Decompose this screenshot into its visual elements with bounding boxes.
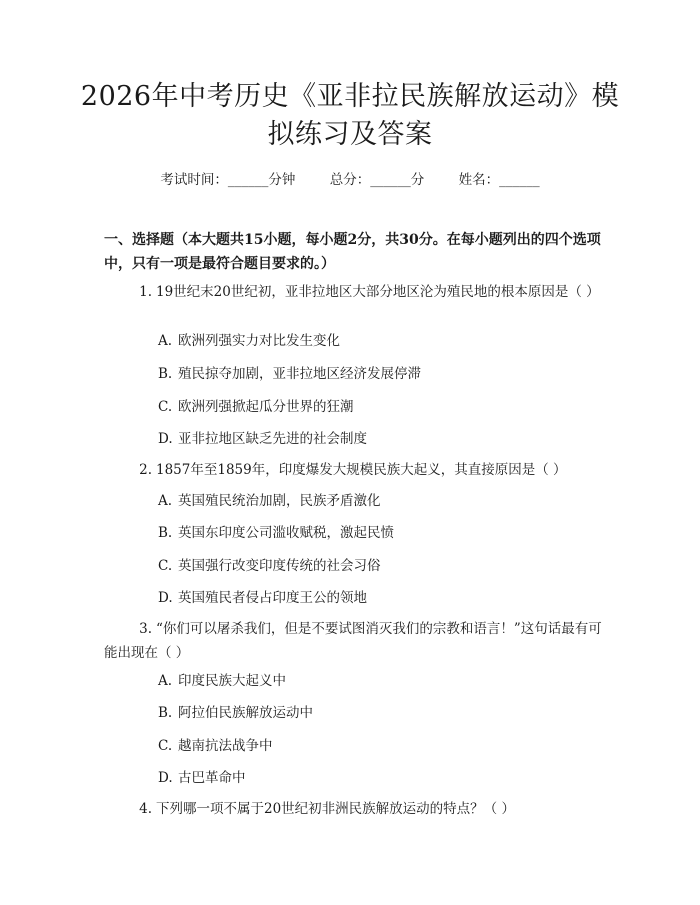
option-letter: A. [158,493,173,509]
question-number: 4. [139,801,152,817]
option-letter: C. [158,558,173,574]
option-text: 亚非拉地区缺乏先进的社会制度 [178,431,367,447]
option-letter: C. [158,738,173,754]
option-letter: D. [158,431,173,447]
title-line-2: 拟练习及答案 [267,119,433,150]
option-3-c [158,736,273,756]
total-score-label: 总分：______分 [329,172,425,188]
option-1-a [158,331,340,351]
option-letter: B. [158,366,173,382]
question-4 [104,797,604,821]
question-3 [104,617,604,665]
option-1-b [158,364,421,384]
question-text: 1857年至1859年，印度爆发大规模民族大起义，其直接原因是（ ） [156,462,567,478]
option-1-c [158,397,354,417]
exam-meta [0,168,700,188]
option-text: 欧洲列强实力对比发生变化 [178,333,340,349]
question-number: 2. [139,462,152,478]
option-letter: D. [158,590,173,606]
option-text: 英国东印度公司滥收赋税，激起民愤 [178,525,394,541]
option-3-b [158,703,313,723]
option-2-a [158,491,381,511]
section-heading: 一、选择题（本大题共15小题，每小题2分，共30分。在每小题列出的四个选项中，只有一项是最符合题目要求的。） [104,232,601,272]
student-name-label: 姓名：______ [458,172,540,188]
question-text: “你们可以屠杀我们，但是不要试图消灭我们的宗教和语言！”这句话最有可能出现在（ ） [104,621,602,661]
option-3-d [158,768,246,788]
option-text: 欧洲列强掀起瓜分世界的狂潮 [178,399,354,415]
option-letter: A. [158,673,173,689]
option-text: 古巴革命中 [178,770,246,786]
option-letter: D. [158,770,173,786]
question-text: 下列哪一项不属于20世纪初非洲民族解放运动的特点？（ ） [156,801,515,817]
option-letter: C. [158,399,173,415]
option-2-b [158,523,394,543]
question-1 [104,280,604,304]
question-2 [104,458,604,482]
question-text: 19世纪末20世纪初，亚非拉地区大部分地区沦为殖民地的根本原因是（ ） [156,284,600,300]
exam-time-label: 考试时间：______分钟 [160,172,296,188]
option-text: 英国殖民统治加剧，民族矛盾激化 [178,493,381,509]
option-letter: B. [158,705,173,721]
option-1-d [158,429,367,449]
option-text: 殖民掠夺加剧，亚非拉地区经济发展停滞 [178,366,421,382]
option-text: 阿拉伯民族解放运动中 [178,705,313,721]
option-2-d [158,588,367,608]
question-number: 3. [139,621,152,637]
option-3-a [158,671,286,691]
question-number: 1. [139,284,152,300]
option-letter: A. [158,333,173,349]
option-letter: B. [158,525,173,541]
document-title [60,78,640,154]
option-text: 英国强行改变印度传统的社会习俗 [178,558,381,574]
title-line-1: 2026年中考历史《亚非拉民族解放运动》模 [80,81,620,112]
option-text: 英国殖民者侵占印度王公的领地 [178,590,367,606]
option-2-c [158,556,381,576]
option-text: 越南抗法战争中 [178,738,273,754]
option-text: 印度民族大起义中 [178,673,286,689]
